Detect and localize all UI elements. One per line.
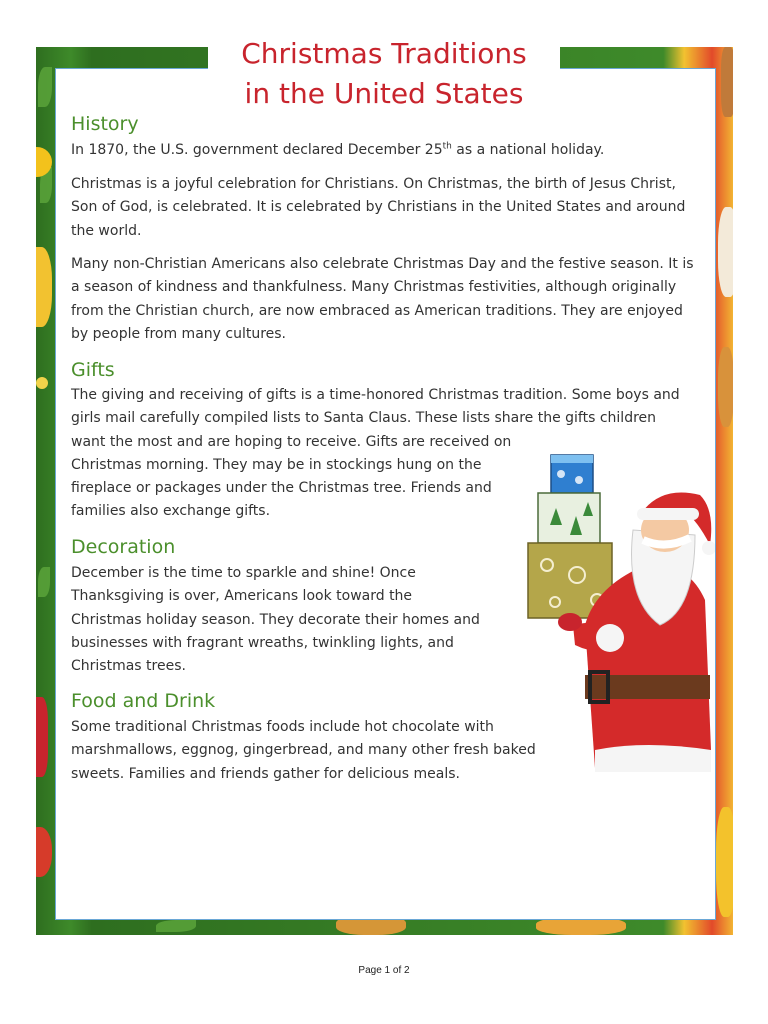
text-line: marshmallows, eggnog, gingerbread, and many other fresh baked [71,742,536,759]
text-line: from the Christian church, are now embraced as American traditions. They are enjoyed [71,302,683,319]
text-line: Son of God, is celebrated. It is celebrated by Christians in the United States and around [71,199,686,216]
text-line: a season of kindness and thankfulness. Many Christmas festivities, although originally [71,279,677,296]
history-p1-text: In 1870, the U.S. government declared December 25 [71,142,443,158]
text-line: Some traditional Christmas foods include hot chocolate with [71,719,494,735]
history-p1-text-end: as a national holiday. [451,142,605,158]
title-line-2: in the United States [244,77,524,110]
page-number: Page 1 of 2 [358,965,410,976]
title-line-1: Christmas Traditions [241,37,527,70]
text-line: Many non-Christian Americans also celebrate Christmas Day and the festive season. It is [71,256,694,272]
history-p1-superscript: th [442,141,452,152]
text-line: Christmas is a joyful celebration for Christians. On Christmas, the birth of Jesus Christ, [71,176,676,192]
history-paragraph-3 [71,253,694,346]
text-line: Christmas holiday season. They decorate their homes and [71,611,480,628]
text-line: businesses with fragrant wreaths, twinkling lights, and [71,634,454,651]
santa-illustration [525,450,715,772]
heading-food-and-drink: Food and Drink [71,690,216,712]
text-line: the world. [71,222,142,239]
text-line: girls mail carefully compiled lists to Santa Claus. These lists share the gifts children [71,410,657,427]
text-line: Christmas morning. They may be in stockings hung on the [71,456,482,473]
decoration-paragraph [71,562,480,678]
text-line: December is the time to sparkle and shine! Once [71,565,416,581]
page-title [208,34,560,114]
gift-stack-icon [528,455,612,618]
text-line: families also exchange gifts. [71,503,271,520]
text-line: The giving and receiving of gifts is a time-honored Christmas tradition. Some boys and [71,387,680,403]
heading-decoration: Decoration [71,536,176,558]
history-paragraph-2 [71,173,685,243]
text-line: Christmas trees. [71,658,186,675]
text-line: by people from many cultures. [71,325,287,342]
text-line: Thanksgiving is over, Americans look toward the [71,588,413,605]
text-line: sweets. Families and friends gather for delicious meals. [71,765,461,782]
text-line: fireplace or packages under the Christmas tree. Friends and [71,480,492,497]
food-paragraph [71,716,536,786]
heading-gifts: Gifts [71,359,115,381]
history-paragraph-1 [71,139,604,162]
heading-history: History [71,113,139,135]
text-line: want the most and are hoping to receive. Gifts are received on [71,433,512,450]
